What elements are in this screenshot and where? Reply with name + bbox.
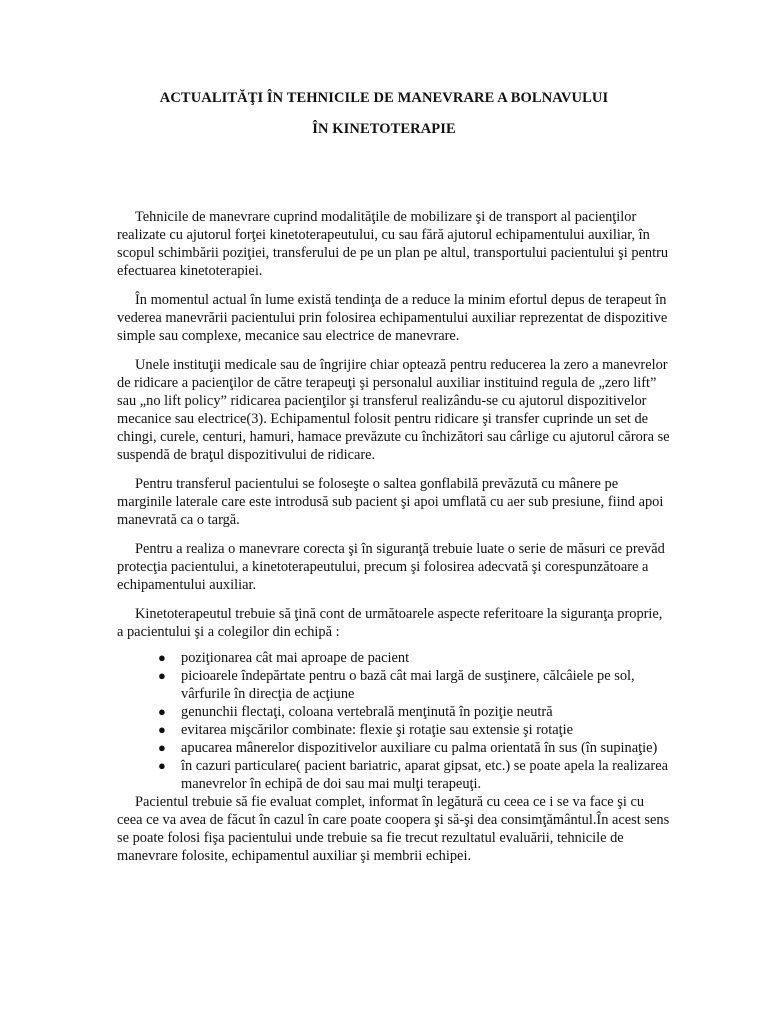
list-item (181, 739, 672, 757)
bullet-icon (158, 739, 166, 757)
paragraph-5: Pentru a realiza o manevrare corecta şi în siguranţă trebuie luate o serie de măsuri ce prevăd protecţia pacientului, a kinetoterapeutului, precum şi folosirea adecvată şi corespunzătoare a echipamentului auxiliar. (117, 541, 665, 593)
list-item-text: genunchii flectaţi, coloana vertebrală menţinută în poziţie neutră (181, 704, 553, 720)
list-item-text: apucarea mânerelor dispozitivelor auxiliare cu palma orientată în sus (în supinaţie) (181, 740, 658, 756)
bullet-icon (158, 757, 166, 775)
safety-bullet-list (117, 649, 672, 793)
list-item-text: picioarele îndepărtate pentru o bază cât mai largă de susţinere, călcâiele pe sol, vârfurile în direcţia de acţiune (181, 668, 635, 702)
paragraph-4: Pentru transferul pacientului se foloseşte o saltea gonflabilă prevăzută cu mânere pe marginile laterale care este introdusă sub pacient şi apoi umflată cu aer sub presiune, fiind apoi manevrată ca o targă. (117, 476, 664, 528)
list-item (181, 703, 672, 721)
closing-paragraph: Pacientul trebuie să fie evaluat complet, informat în legătură cu ceea ce i se va face şi cu ceea ce va avea de făcut în cazul în care poate coopera şi să-şi dea consimţământul.În acest sens se poate folosi fişa pacientului unde trebuie sa fie trecut rezultatul evaluării, tehnicile de manevrare folosite, echipamentul auxiliar şi membrii echipei. (117, 794, 670, 864)
bullet-icon (158, 703, 166, 721)
paragraph-1: Tehnicile de manevrare cuprind modalităţile de mobilizare şi de transport al pacienţilor realizate cu ajutorul forţei kinetoterapeutului, cu sau fără ajutorul echipamentului auxiliar, în scopul schimbării poziţiei, transferului de pe un plan pe altul, transportului pacientului şi pentru efectuarea kinetoterapiei. (117, 209, 669, 279)
list-item (181, 667, 672, 703)
document-title-line-2: ÎN KINETOTERAPIE (312, 121, 456, 137)
bullet-icon (158, 667, 166, 685)
list-item-text: poziţionarea cât mai aproape de pacient (181, 650, 410, 666)
bullet-icon (158, 649, 166, 667)
list-item-text: în cazuri particulare( pacient bariatric, aparat gipsat, etc.) se poate apela la realizarea manevrelor în echipă de doi sau mai mulţi terapeuţi. (181, 758, 668, 792)
paragraph-3: Unele instituţii medicale sau de îngrijire chiar optează pentru reducerea la zero a manevrelor de ridicare a pacienţilor de către terapeuţi şi personalul auxiliar instituind regula de „zero lift” sau „no lift policy” ridicarea pacienţilor şi transferul realizându-se cu ajutorul dispozitivelor mecanice sau electrice(3). Echipamentul folosit pentru ridicare şi transfer cuprinde un set de chingi, curele, centuri, hamuri, hamace prevăzute cu închizători sau cârlige cu ajutorul cărora se suspendă de braţul dispozitivului de ridicare. (117, 357, 670, 463)
list-item (181, 721, 672, 739)
paragraph-2: În momentul actual în lume există tendinţa de a reduce la minim efortul depus de terapeut în vederea manevrării pacientului prin folosirea echipamentului auxiliar reprezentat de dispozitive simple sau complexe, mecanice sau electrice de manevrare. (117, 292, 668, 344)
list-item (181, 757, 672, 793)
list-item (181, 649, 672, 667)
list-item-text: evitarea mişcărilor combinate: flexie şi rotaţie sau extensie şi rotaţie (181, 722, 573, 738)
document-body (117, 208, 672, 876)
bullet-icon (158, 721, 166, 739)
document-title-line-1: ACTUALITĂŢI ÎN TEHNICILE DE MANEVRARE A BOLNAVULUI (159, 90, 609, 106)
paragraph-6: Kinetoterapeutul trebuie să ţină cont de următoarele aspecte referitoare la siguranţa proprie, a pacientului şi a colegilor din echipă : (117, 606, 663, 640)
